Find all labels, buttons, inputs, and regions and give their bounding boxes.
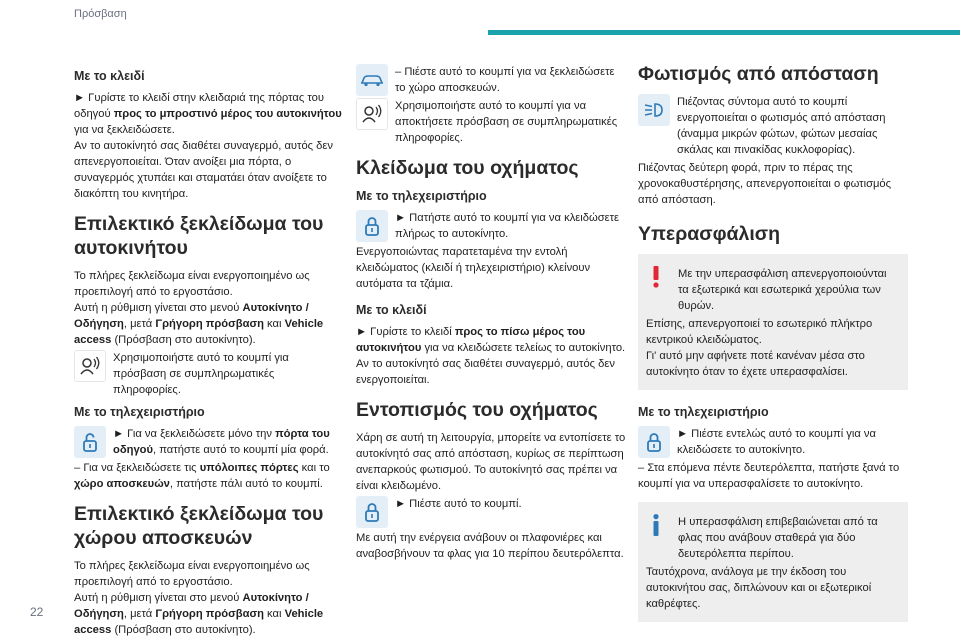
deadlocking-warning-box <box>638 254 908 390</box>
boot-voice-row <box>356 98 626 146</box>
locate-press-row <box>356 496 626 528</box>
column-3 <box>638 62 908 622</box>
boot-voice-text: Χρησιμοποιήστε αυτό το κουμπί για να αποκτήσετε πρόσβαση σε συμπληρωματικές πληροφορίες. <box>395 100 618 144</box>
deadlocking-info-box <box>638 502 908 622</box>
car-boot-icon <box>356 64 388 96</box>
voice-command-icon <box>74 350 106 382</box>
remote-unlock-driver: ► Για να ξεκλειδώσετε μόνο την πόρτα του οδηγού, πατήστε αυτό το κουμπί μία φορά. <box>113 428 330 456</box>
lock-icon <box>356 496 388 528</box>
column-2 <box>356 62 626 562</box>
key-unlock-instruction: ► Γυρίστε το κλειδί στην κλειδαριά της πόρτας του οδηγού προς το μπροστινό μέρος του αυτοκινήτου για να ξεκλειδώσετε. <box>74 92 342 136</box>
warning-text-2: Επίσης, απενεργοποιεί το εσωτερικό πλήκτρο κεντρικού κλειδώματος. <box>646 318 873 346</box>
voice-info-text: Χρησιμοποιήστε αυτό το κουμπί για πρόσβαση σε συμπληρωματικές πληροφορίες. <box>113 352 289 396</box>
lock-icon <box>638 426 670 458</box>
key-lock-instruction: ► Γυρίστε το κλειδί προς το πίσω μέρος του αυτοκινήτου για να κλειδώσετε τελείως το αυτοκίνητο. <box>356 326 626 354</box>
boot-unlock-setting: Αυτή η ρύθμιση γίνεται στο μενού Αυτοκίνητο / Οδήγηση, μετά Γρήγορη πρόσβαση και Vehicle access (Πρόσβαση στο αυτοκίνητο). <box>74 592 324 636</box>
info-icon <box>646 514 666 536</box>
selective-unlock-boot-title: Επιλεκτικό ξεκλείδωμα του χώρου αποσκευών <box>74 503 324 549</box>
remote-deadlock-text: ► Πιέστε εντελώς αυτό το κουμπί για να κλειδώσετε το αυτοκίνητο. <box>677 428 876 456</box>
header-accent-bar <box>488 30 960 35</box>
warning-text-1: Με την υπερασφάλιση απενεργοποιούνται τα εξωτερικά και εσωτερικά χερούλια των θυρών. <box>678 268 887 312</box>
locking-title: Κλείδωμα του οχήματος <box>356 157 579 179</box>
remote-lighting-off: Πιέζοντας δεύτερη φορά, πριν το πέρας της χρονοκαθυστέρησης, απενεργοποιείται ο φωτισμός από απόσταση. <box>638 162 892 206</box>
info-text-1: Η υπερασφάλιση επιβεβαιώνεται από τα φλας που ανάβουν σταθερά για δύο δευτερόλεπτα περίπου. <box>678 516 878 560</box>
selective-unlock-setting: Αυτή η ρύθμιση γίνεται στο μενού Αυτοκίνητο / Οδήγηση, μετά Γρήγορη πρόσβαση και Vehicle access (Πρόσβαση στο αυτοκίνητο). <box>74 302 324 346</box>
remote-unlock-heading: Με το τηλεχειριστήριο <box>74 405 205 419</box>
locate-vehicle-title: Εντοπισμός του οχήματος <box>356 399 598 421</box>
remote-lighting-text: Πιέζοντας σύντομα αυτό το κουμπί ενεργοποιείται ο φωτισμός από απόσταση (άναμμα μικρών φώτων, φώτων μεσαίας σκάλας και πινακίδας κυκλοφορίας). <box>677 96 886 156</box>
remote-deadlock-row <box>638 426 908 458</box>
voice-command-icon <box>356 98 388 130</box>
key-lock-heading: Με το κλειδί <box>356 303 427 317</box>
warning-icon <box>646 266 666 288</box>
warning-row <box>646 266 900 314</box>
voice-info-row <box>74 350 344 398</box>
selective-unlock-default: Το πλήρες ξεκλείδωμα είναι ενεργοποιημένο ως προεπιλογή από το εργοστάσιο. <box>74 270 310 298</box>
remote-lock-heading: Με το τηλεχειριστήριο <box>356 189 487 203</box>
remote-deadlock-heading: Με το τηλεχειριστήριο <box>638 405 769 419</box>
headlamp-icon <box>638 94 670 126</box>
locate-vehicle-result: Με αυτή την ενέργεια ανάβουν οι πλαφονιέρες και αναβοσβήνουν τα φλας για 10 περίπου δευτερόλεπτα. <box>356 532 624 560</box>
boot-press-row <box>356 64 626 96</box>
key-lock-alarm-note: Αν το αυτοκίνητό σας διαθέτει συναγερμό, αυτός δεν ενεργοποιείται. <box>356 358 615 386</box>
unlock-icon <box>74 426 106 458</box>
remote-lock-row <box>356 210 626 242</box>
remote-lighting-title: Φωτισμός από απόσταση <box>638 63 879 85</box>
remote-unlock-others: – Για να ξεκλειδώσετε τις υπόλοιπες πόρτες και το χώρο αποσκευών, πατήστε πάλι αυτό το κουμπί. <box>74 462 330 490</box>
info-text-2: Ταυτόχρονα, ανάλογα με την έκδοση του αυτοκινήτου σας, διπλώνουν και οι εξωτερικοί καθρέφτες. <box>646 566 872 610</box>
locate-vehicle-intro: Χάρη σε αυτή τη λειτουργία, μπορείτε να εντοπίσετε το αυτοκίνητό σας από απόσταση, κυρίως σε περίπτωση ανεπαρκούς φωτισμού. Το αυτοκίνητό σας πρέπει να είναι κλειδωμένο. <box>356 432 626 492</box>
warning-text-3: Γι' αυτό μην αφήνετε ποτέ κανέναν μέσα στο αυτοκίνητο όταν το έχετε υπερασφαλίσει. <box>646 350 865 378</box>
remote-lock-text: ► Πατήστε αυτό το κουμπί για να κλειδώσετε πλήρως το αυτοκίνητο. <box>395 212 620 240</box>
section-title: Πρόσβαση <box>74 8 127 20</box>
info-row <box>646 514 900 562</box>
remote-lighting-row <box>638 94 908 158</box>
boot-unlock-default: Το πλήρες ξεκλείδωμα είναι ενεργοποιημένο ως προεπιλογή από το εργοστάσιο. <box>74 560 310 588</box>
page-header <box>0 0 960 40</box>
selective-unlock-vehicle-title: Επιλεκτικό ξεκλείδωμα του αυτοκινήτου <box>74 213 324 259</box>
locate-press-text: ► Πιέστε αυτό το κουμπί. <box>395 498 522 510</box>
lock-icon <box>356 210 388 242</box>
column-1 <box>74 62 344 638</box>
deadlocking-title: Υπερασφάλιση <box>638 223 781 245</box>
remote-deadlock-second-press: – Στα επόμενα πέντε δευτερόλεπτα, πατήστε ξανά το κουμπί για να υπερασφαλίσετε το αυτοκίνητο. <box>638 462 900 490</box>
remote-unlock-row <box>74 426 344 458</box>
boot-press-text: – Πιέστε αυτό το κουμπί για να ξεκλειδώσετε το χώρο αποσκευών. <box>395 66 615 94</box>
remote-lock-windows: Ενεργοποιώντας παρατεταμένα την εντολή κλειδώματος (κλειδί ή τηλεχειριστήριο) κλείνουν αυτόματα τα τζάμια. <box>356 246 591 290</box>
key-unlock-alarm-note: Αν το αυτοκίνητό σας διαθέτει συναγερμό, αυτός δεν απενεργοποιείται. Όταν ανοίξει μια πόρτα, ο συναγερμός χτυπάει και σταματάει όταν ανοίξετε το διακόπτη του κινητήρα. <box>74 140 333 200</box>
key-unlock-heading: Με το κλειδί <box>74 69 145 83</box>
page-number: 22 <box>30 605 44 619</box>
